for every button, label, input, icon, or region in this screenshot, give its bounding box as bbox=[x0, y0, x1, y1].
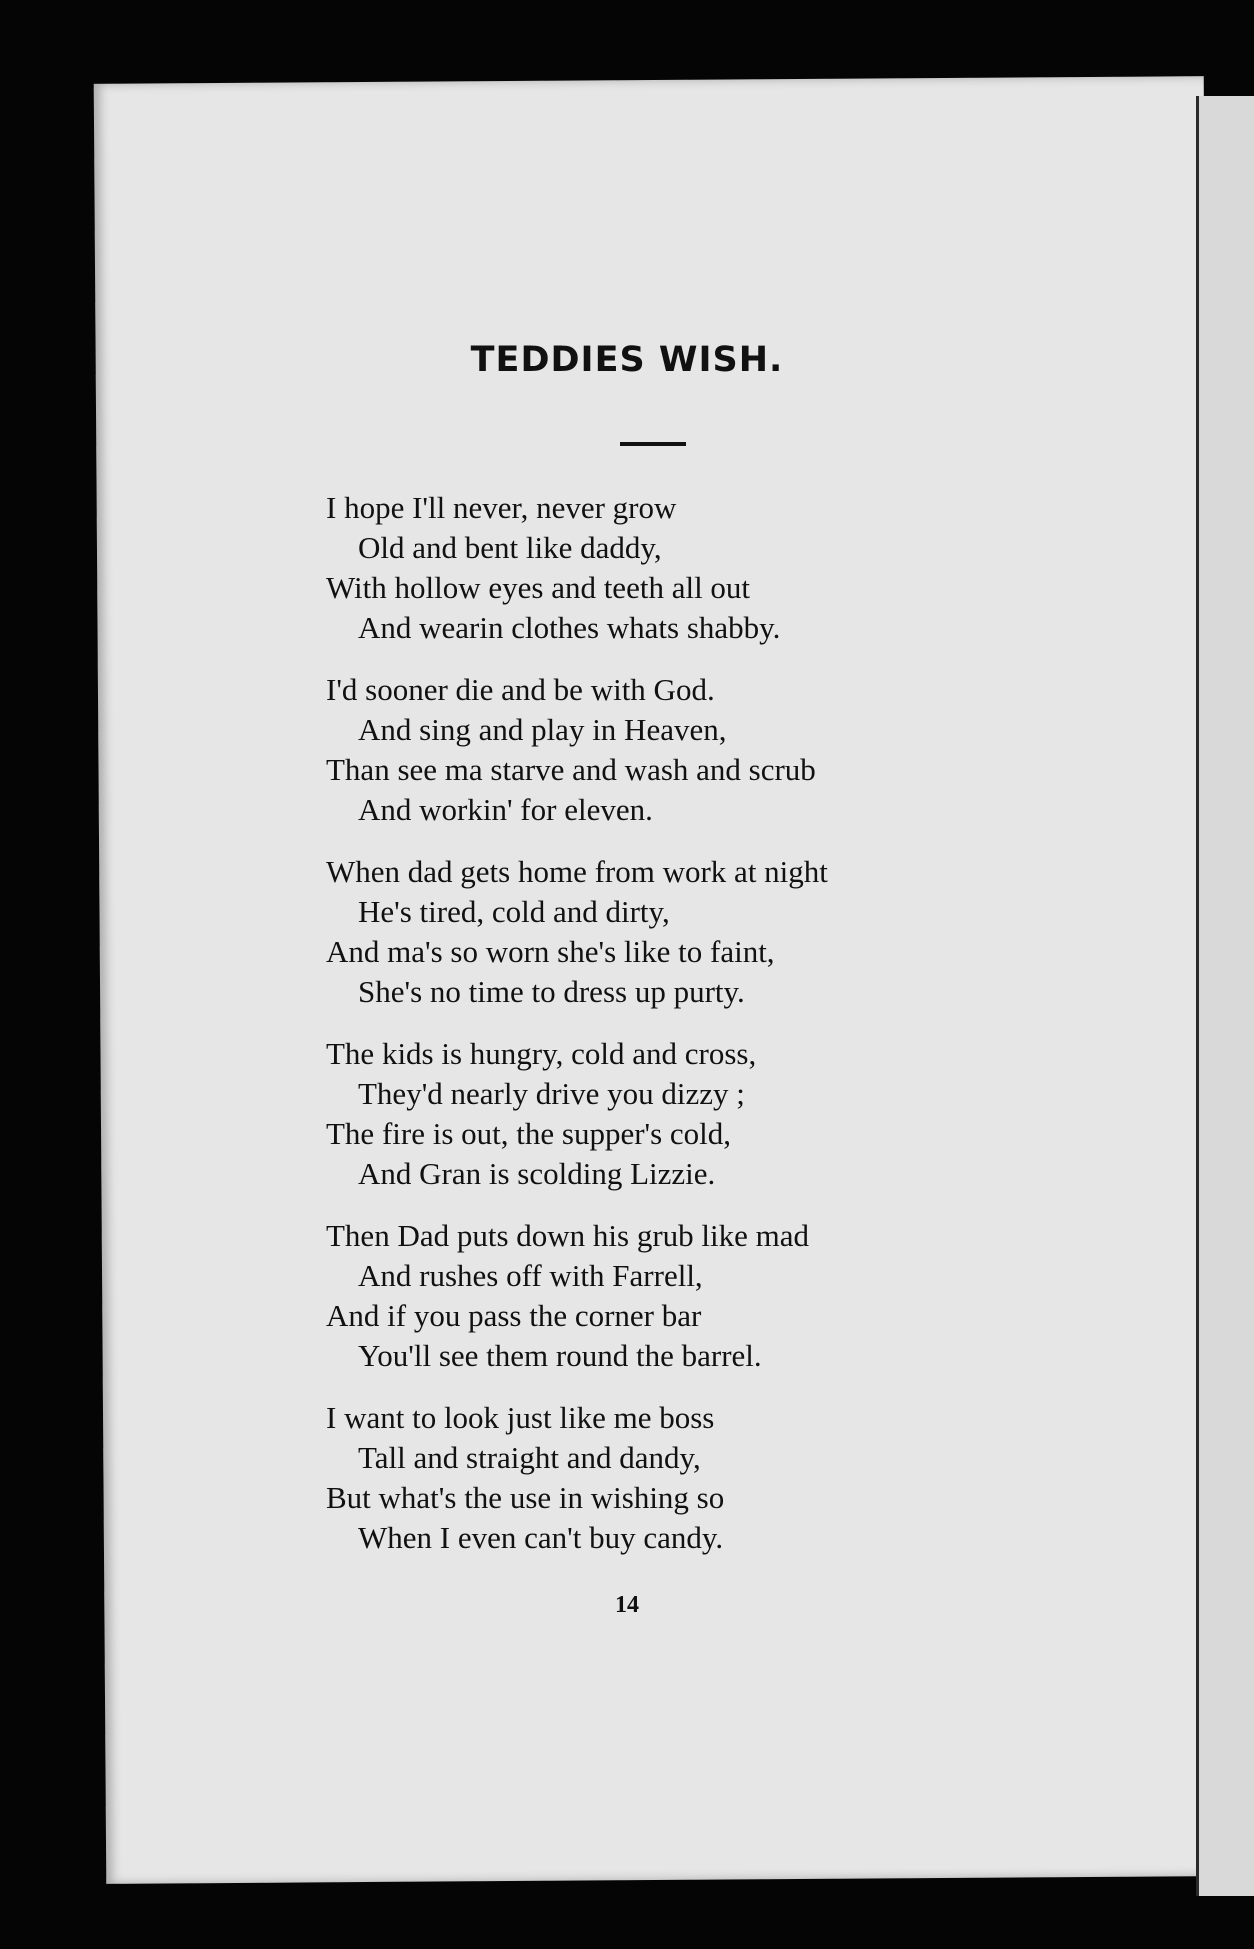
poem-line: The fire is out, the supper's cold, bbox=[326, 1116, 732, 1151]
poem-line: And if you pass the corner bar bbox=[326, 1298, 702, 1333]
title-divider bbox=[620, 442, 686, 446]
poem-line: And ma's so worn she's like to faint, bbox=[326, 934, 775, 969]
poem-line: She's no time to dress up purty. bbox=[358, 974, 745, 1009]
poem-line: When dad gets home from work at night bbox=[326, 854, 828, 889]
poem-line: They'd nearly drive you dizzy ; bbox=[358, 1076, 745, 1111]
poem-line: And sing and play in Heaven, bbox=[358, 712, 727, 747]
poem-line: I want to look just like me boss bbox=[326, 1400, 715, 1435]
page-number: 14 bbox=[615, 1592, 639, 1618]
stanza bbox=[326, 852, 986, 1012]
poem-line: The kids is hungry, cold and cross, bbox=[326, 1036, 757, 1071]
poem-line: With hollow eyes and teeth all out bbox=[326, 570, 751, 605]
poem-line: When I even can't buy candy. bbox=[358, 1520, 724, 1555]
stanza bbox=[326, 1398, 986, 1558]
poem-line: And rushes off with Farrell, bbox=[358, 1258, 703, 1293]
poem-line: I hope I'll never, never grow bbox=[326, 490, 677, 525]
poem-line: Tall and straight and dandy, bbox=[358, 1440, 701, 1475]
poem-line: He's tired, cold and dirty, bbox=[358, 894, 670, 929]
stanza bbox=[326, 1216, 986, 1376]
stanza bbox=[326, 488, 986, 648]
stanza bbox=[326, 670, 986, 830]
poem-line: You'll see them round the barrel. bbox=[358, 1338, 762, 1373]
poem-body bbox=[326, 488, 986, 1580]
poem-line: And Gran is scolding Lizzie. bbox=[358, 1156, 716, 1191]
poem-line: Than see ma starve and wash and scrub bbox=[326, 752, 816, 787]
poem-title: TEDDIES WISH. bbox=[470, 340, 784, 380]
poem-line: But what's the use in wishing so bbox=[326, 1480, 725, 1515]
poem-line: I'd sooner die and be with God. bbox=[326, 672, 715, 707]
poem-line: And workin' for eleven. bbox=[358, 792, 653, 827]
stanza bbox=[326, 1034, 986, 1194]
poem-line: Old and bent like daddy, bbox=[358, 530, 662, 565]
poem-line: Then Dad puts down his grub like mad bbox=[326, 1218, 810, 1253]
poem-line: And wearin clothes whats shabby. bbox=[358, 610, 781, 645]
